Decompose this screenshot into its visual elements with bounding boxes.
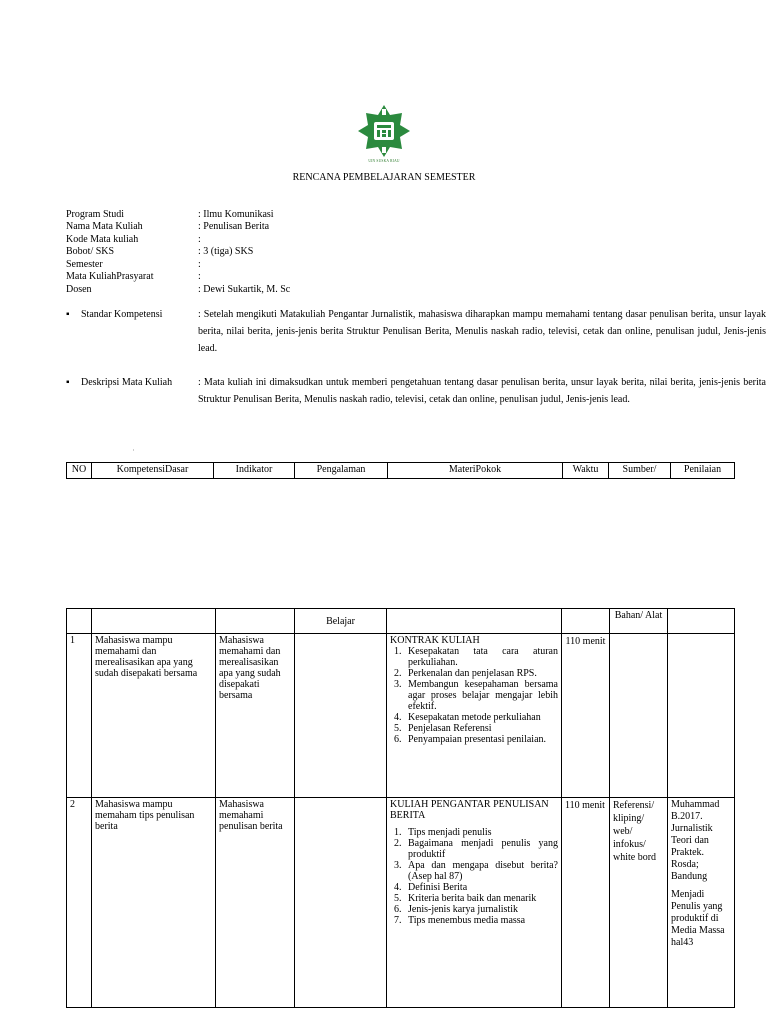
- university-logo: [356, 103, 412, 163]
- header-bahan: Bahan/ Alat: [610, 609, 668, 634]
- header-cell: Sumber/: [609, 463, 671, 479]
- kompetensi-dasar: Mahasiswa mampu memahami dan merealisasikan apa yang sudah disepakati bersama: [92, 634, 216, 798]
- bullet: ▪: [66, 377, 70, 388]
- cell: [216, 609, 295, 634]
- indikator: Mahasiswa memahami penulisan berita: [216, 798, 295, 1008]
- reference-1: Muhammad B.2017. Jurnalistik Teori dan Praktek. Rosda; Bandung: [671, 799, 720, 882]
- list-item: 3. Apa dan mengapa disebut berita? (Asep hal 87): [394, 860, 558, 882]
- materi-title: KONTRAK KULIAH: [390, 635, 480, 646]
- info-value: : 3 (tiga) SKS: [198, 246, 254, 257]
- section-label: Deskripsi Mata Kuliah: [81, 377, 173, 388]
- header-belajar: Belajar: [295, 609, 387, 634]
- sumber: [610, 634, 668, 798]
- cell: [92, 609, 216, 634]
- info-value: :: [198, 234, 201, 245]
- sumber: Referensi/ kliping/ web/ infokus/ white bord: [610, 798, 668, 1008]
- rps-table: [66, 608, 735, 1008]
- list-item: 7. Tips menembus media massa: [394, 915, 526, 926]
- section-text: : Mata kuliah ini dimaksudkan untuk memberi pengetahuan tentang dasar penulisan berita, unsur layak berita, nilai berita, jenis-jenis berita Struktur Penulisan Berita, Menulis naskah radio, televisi, cetak dan online, penulisan judul, Jenis-jenis lead.: [198, 377, 766, 405]
- info-key: Semester: [66, 259, 103, 270]
- penilaian: [668, 634, 735, 798]
- info-key: Bobot/ SKS: [66, 246, 115, 257]
- list-item: 2. Bagaimana menjadi penulis yang produktif: [394, 838, 558, 860]
- info-key: Program Studi: [66, 209, 125, 220]
- bullet: ▪: [66, 309, 70, 320]
- info-key: Nama Mata Kuliah: [66, 221, 143, 232]
- list-item: 5. Penjelasan Referensi: [394, 723, 492, 734]
- row-number: 2: [67, 798, 92, 1008]
- header-cell: Waktu: [563, 463, 609, 479]
- list-item: 6. Penyampaian presentasi penilaian.: [394, 734, 547, 745]
- table-row: [67, 634, 735, 798]
- cell: [562, 609, 610, 634]
- materi-list: [390, 646, 558, 745]
- info-value: : Ilmu Komunikasi: [198, 209, 274, 220]
- cell: [668, 609, 735, 634]
- header-cell: Indikator: [214, 463, 295, 479]
- table-row: [67, 798, 735, 1008]
- section-label: Standar Kompetensi: [81, 309, 163, 320]
- header-cell: Pengalaman: [295, 463, 388, 479]
- indikator: Mahasiswa memahami dan merealisasikan apa yang sudah disepakati bersama: [216, 634, 295, 798]
- header-cell: MateriPokok: [388, 463, 563, 479]
- info-value: :: [198, 259, 201, 270]
- list-item: 2. Perkenalan dan penjelasan RPS.: [394, 668, 537, 679]
- info-value: : Penulisan Berita: [198, 221, 270, 232]
- deskripsi-mata-kuliah: [66, 374, 766, 426]
- standar-kompetensi: [66, 306, 766, 358]
- header-continuation-row: [67, 609, 735, 634]
- list-item: 4. Kesepakatan metode perkuliahan: [394, 712, 541, 723]
- list-item: 1. Tips menjadi penulis: [394, 827, 492, 838]
- info-key: Dosen: [66, 284, 92, 295]
- reference-2: Menjadi Penulis yang produktif di Media Massa hal43: [671, 889, 725, 948]
- waktu: 110 menit: [562, 634, 610, 798]
- list-item: 1. Kesepakatan tata cara aturan perkuliahan.: [394, 646, 558, 668]
- materi-title: KULIAH PENGANTAR PENULISAN BERITA: [390, 799, 549, 821]
- cell: [67, 609, 92, 634]
- row-number: 1: [67, 634, 92, 798]
- list-item: 3. Membangun kesepahaman bersama agar proses belajar mengajar lebih efektif.: [394, 679, 558, 712]
- header-cell: Penilaian: [671, 463, 735, 479]
- list-item: 6. Jenis-jenis karya jurnalistik: [394, 904, 518, 915]
- document-title: RENCANA PEMBELAJARAN SEMESTER: [292, 172, 476, 183]
- cell: [387, 609, 562, 634]
- info-key: Mata KuliahPrasyarat: [66, 271, 154, 282]
- section-text: : Setelah mengikuti Matakuliah Pengantar Jurnalistik, mahasiswa diharapkan mampu memahami tentang dasar penulisan berita, unsur layak berita, nilai berita, jenis-jenis berita Struktur Penulisan Berita, Menulis naskah radio, televisi, cetak dan online, penulisan judul, Jenis-jenis lead.: [198, 309, 766, 354]
- info-value: :: [198, 271, 201, 282]
- info-value: : Dewi Sukartik, M. Sc: [198, 284, 291, 295]
- header-cell: KompetensiDasar: [92, 463, 214, 479]
- list-item: 4. Definisi Berita: [394, 882, 468, 893]
- pengalaman-belajar: [295, 798, 387, 1008]
- tick-mark: ': [133, 450, 134, 455]
- logo-caption: UIN SUSKA RIAU: [368, 159, 400, 163]
- penilaian: [668, 798, 735, 1008]
- list-item: 5. Kriteria berita baik dan menarik: [394, 893, 537, 904]
- materi-pokok: [387, 798, 562, 1008]
- kompetensi-dasar: Mahasiswa mampu memaham tips penulisan berita: [92, 798, 216, 1008]
- materi-list: [390, 827, 558, 926]
- table-header: [66, 462, 735, 479]
- waktu: 110 menit: [562, 798, 610, 1008]
- info-key: Kode Mata kuliah: [66, 234, 139, 245]
- materi-pokok: [387, 634, 562, 798]
- header-cell: NO: [67, 463, 92, 479]
- header-row: [67, 463, 735, 479]
- pengalaman-belajar: [295, 634, 387, 798]
